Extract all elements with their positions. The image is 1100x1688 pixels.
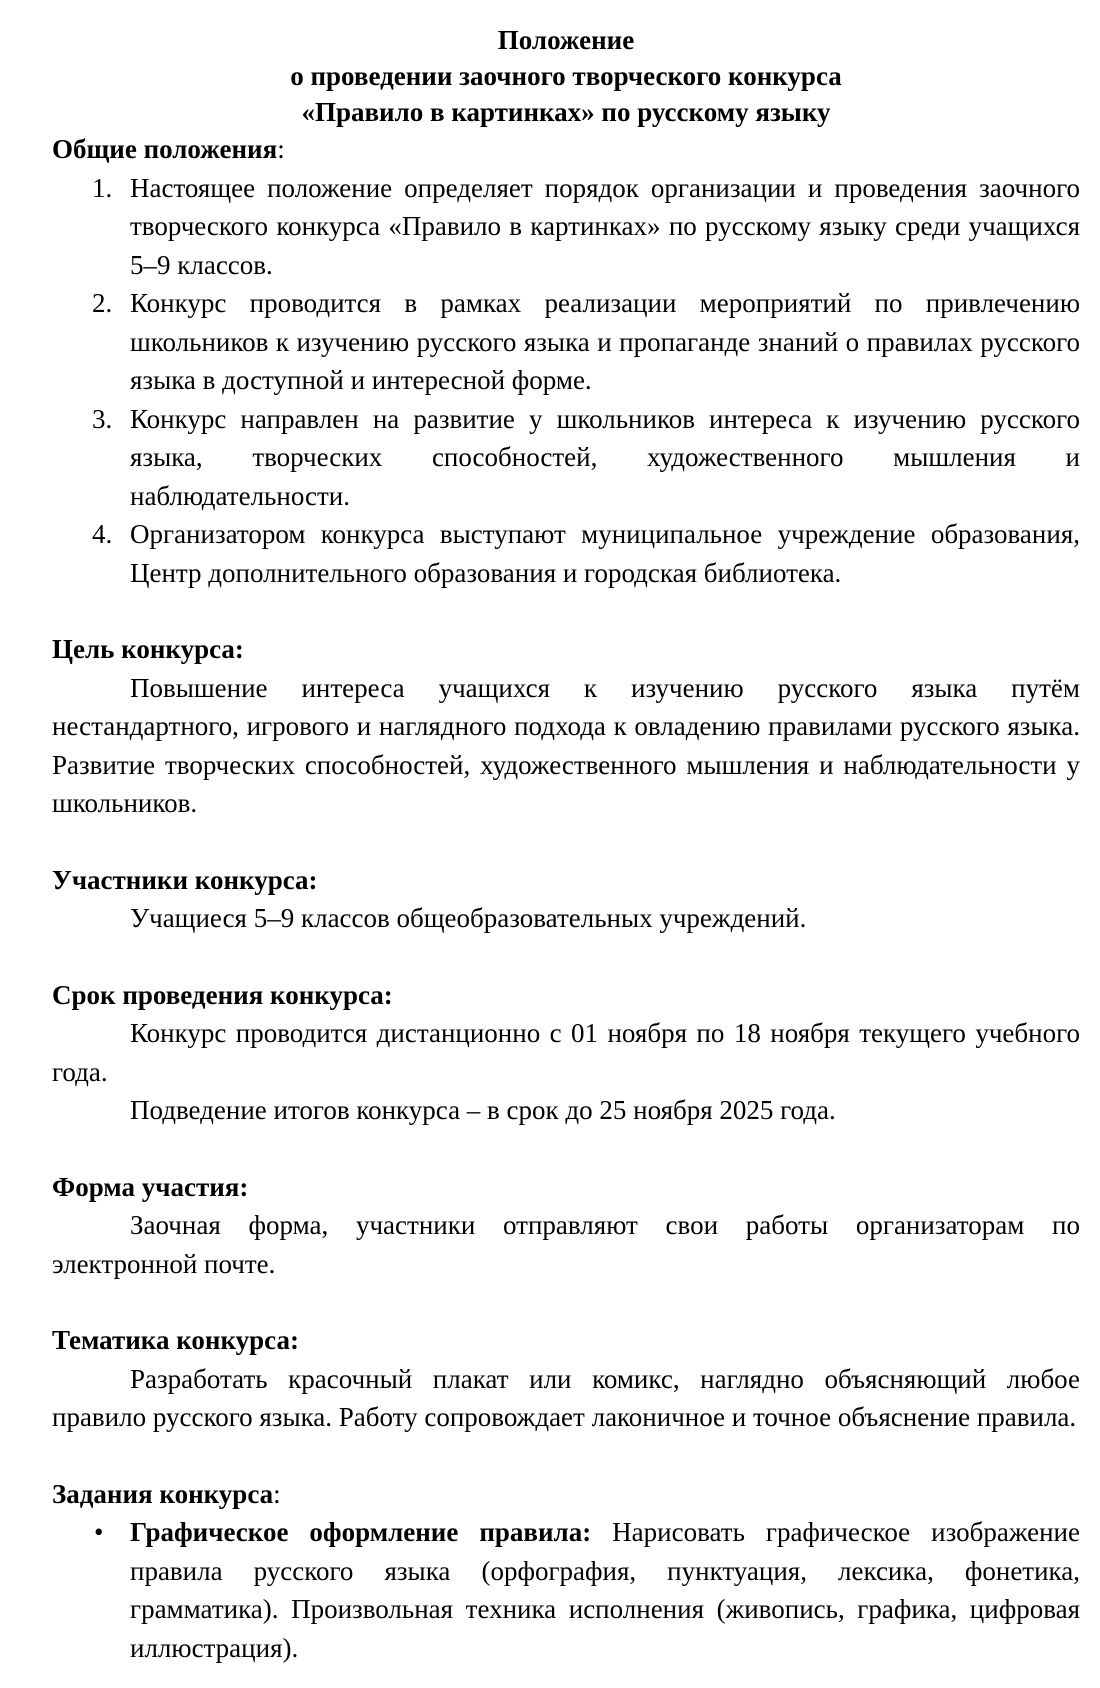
- section-heading-form: Форма участия:: [52, 1171, 249, 1202]
- form-text: Заочная форма, участники отправляют свои работы организаторам по электронной почте.: [52, 1210, 1080, 1279]
- section-heading-participants: Участники конкурса:: [52, 864, 318, 895]
- section-heading-goal: Цель конкурса:: [52, 634, 244, 664]
- dates-text-1: Конкурс проводится дистанционно с 01 ноября по 18 ноября текущего учебного года.: [52, 1018, 1080, 1087]
- bullet-icon: •: [94, 1517, 104, 1547]
- document-title-line-1: Положение: [497, 25, 635, 55]
- list-item: 4. Организатором конкурса выступают муниципальное учреждение образования, Центр дополнительного образования и городская библиотека.: [92, 519, 1080, 588]
- section-heading-general: Общие положения:: [52, 134, 285, 164]
- tasks-list: [52, 1513, 1080, 1667]
- document-title-line-3: «Правило в картинках» по русскому языку: [301, 97, 831, 127]
- list-item: 3. Конкурс направлен на развитие у школьников интереса к изучению русского языка, творческих способностей, художественного мышления и наблюдательности.: [92, 403, 1080, 511]
- theme-text: Разработать красочный плакат или комикс, наглядно объясняющий любое правило русского языка. Работу сопровождает лаконичное и точное объяснение правила.: [52, 1363, 1080, 1432]
- goal-text: Повышение интереса учащихся к изучению русского языка путём нестандартного, игрового и наглядного подхода к овладению правилами русского языка. Развитие творческих способностей, художественного мышления и наблюдательности у школьников.: [52, 672, 1080, 818]
- participants-text: Учащиеся 5–9 классов общеобразовательных учреждений.: [130, 903, 807, 933]
- dates-text-2: Подведение итогов конкурса – в срок до 25 ноября 2025 года.: [130, 1095, 836, 1125]
- general-provisions-list: [52, 169, 1080, 593]
- section-heading-theme: Тематика конкурса:: [52, 1325, 299, 1355]
- section-heading-dates: Срок проведения конкурса:: [52, 979, 393, 1010]
- list-item: 1. Настоящее положение определяет порядок организации и проведения заочного творческого конкурса «Правило в картинках» по русскому языку среди учащихся 5–9 классов.: [92, 172, 1080, 280]
- section-heading-tasks: Задания конкурса:: [52, 1478, 281, 1509]
- document-title-line-2: о проведении заочного творческого конкурса: [290, 61, 842, 91]
- list-item: 2. Конкурс проводится в рамках реализации мероприятий по привлечению школьников к изучению русского языка и пропаганде знаний о правилах русского языка в доступной и интересной форме.: [92, 288, 1080, 395]
- list-item: • Графическое оформление правила: Нарисовать графическое изображение правила русского языка (орфография, пунктуация, лексика, фонетика, грамматика). Произвольная техника исполнения (живопись, графика, цифровая иллюстрация).: [130, 1513, 1080, 1667]
